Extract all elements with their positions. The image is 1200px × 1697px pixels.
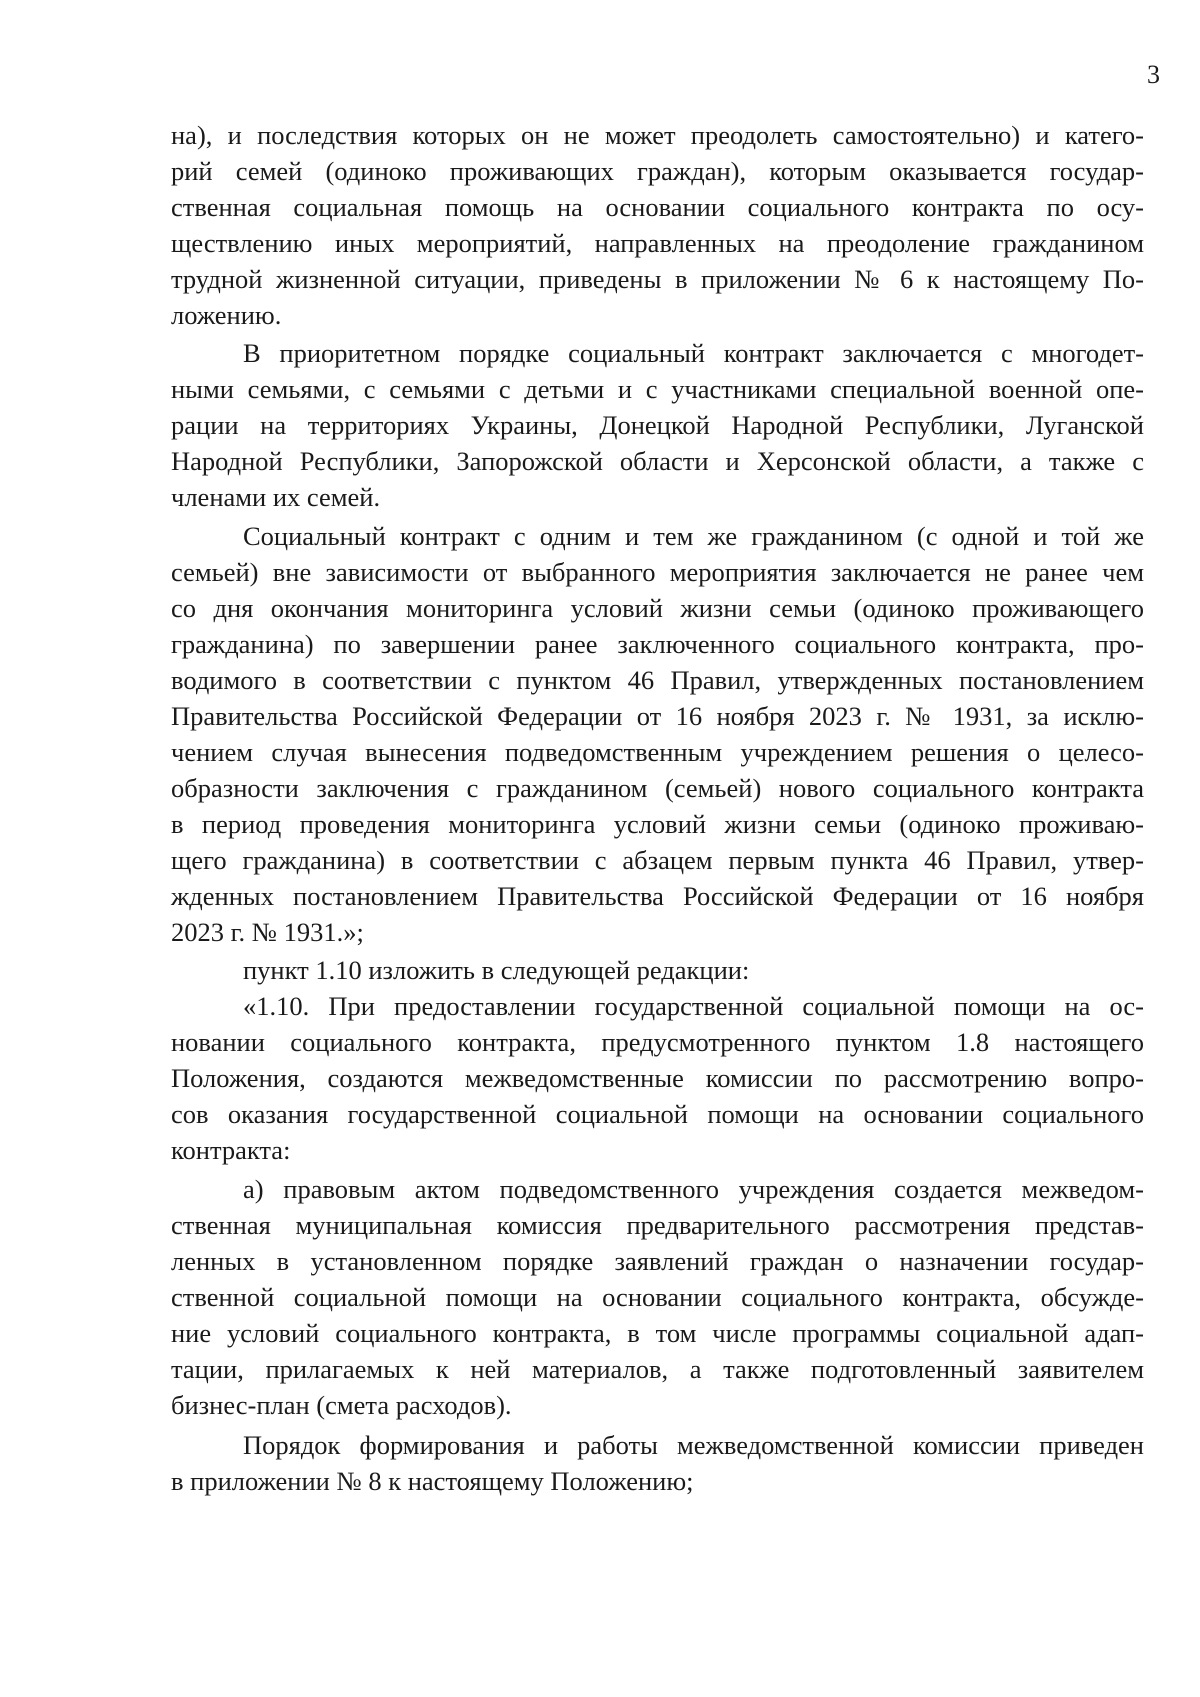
- text-line: Порядок формирования и работы межведомственной комиссии приведен: [243, 1430, 1144, 1460]
- paragraph-priority-order: [171, 335, 1144, 515]
- text-line: со дня окончания мониторинга условий жизни семьи (одиноко проживающего: [171, 593, 1144, 623]
- text-line: новании социального контракта, предусмотренного пунктом 1.8 настоящего: [171, 1027, 1144, 1057]
- paragraph-commission-order: [171, 1427, 1144, 1499]
- paragraph-continuation-categories: [171, 117, 1144, 333]
- text-line: Социальный контракт с одним и тем же гражданином (с одной и той же: [243, 521, 1144, 551]
- text-line: ственная социальная помощь на основании социального контракта по осу-: [171, 192, 1144, 222]
- paragraph-amend-1-10: [171, 952, 1144, 988]
- text-line: ществлению иных мероприятий, направленных на преодоление гражданином: [171, 228, 1144, 258]
- text-line: водимого в соответствии с пунктом 46 Правил, утвержденных постановлением: [171, 665, 1144, 695]
- text-line: ние условий социального контракта, в том числе программы социальной адап-: [171, 1318, 1144, 1348]
- text-line: ными семьями, с семьями с детьми и с участниками специальной военной опе-: [171, 374, 1144, 404]
- paragraph-repeat-contract: [171, 518, 1144, 950]
- text-line: чением случая вынесения подведомственным учреждением решения о целесо-: [171, 737, 1144, 767]
- text-line: рации на территориях Украины, Донецкой Народной Республики, Луганской: [171, 410, 1144, 440]
- text-line: членами их семей.: [171, 482, 381, 512]
- paragraph-sub-a: [171, 1171, 1144, 1423]
- text-line: контракта:: [171, 1135, 291, 1165]
- text-line: рий семей (одиноко проживающих граждан), которым оказывается государ-: [171, 156, 1144, 186]
- text-line: бизнес-план (смета расходов).: [171, 1390, 512, 1420]
- text-line: Положения, создаются межведомственные комиссии по рассмотрению вопро-: [171, 1063, 1144, 1093]
- page-number: 3: [1147, 60, 1160, 89]
- text-line: в приложении № 8 к настоящему Положению;: [171, 1466, 694, 1496]
- text-line: ложению.: [171, 300, 282, 330]
- text-line: сов оказания государственной социальной помощи на основании социального: [171, 1099, 1144, 1129]
- text-line: в период проведения мониторинга условий жизни семьи (одиноко проживаю-: [171, 809, 1144, 839]
- text-line: на), и последствия которых он не может преодолеть самостоятельно) и катего-: [171, 120, 1144, 150]
- text-line: образности заключения с гражданином (семьей) нового социального контракта: [171, 773, 1144, 803]
- text-line: ственная муниципальная комиссия предварительного рассмотрения представ-: [171, 1210, 1144, 1240]
- text-line: а) правовым актом подведомственного учреждения создается межведом-: [243, 1174, 1144, 1204]
- text-line: жденных постановлением Правительства Российской Федерации от 16 ноября: [171, 881, 1144, 911]
- text-line: тации, прилагаемых к ней материалов, а также подготовленный заявителем: [171, 1354, 1144, 1384]
- text-line: ленных в установленном порядке заявлений граждан о назначении государ-: [171, 1246, 1144, 1276]
- text-line: трудной жизненной ситуации, приведены в приложении № 6 к настоящему По-: [171, 264, 1144, 294]
- text-line: щего гражданина) в соответствии с абзацем первым пункта 46 Правил, утвер-: [171, 845, 1144, 875]
- text-line: В приоритетном порядке социальный контракт заключается с многодет-: [243, 338, 1144, 368]
- text-line: «1.10. При предоставлении государственной социальной помощи на ос-: [243, 991, 1144, 1021]
- text-line: ственной социальной помощи на основании социального контракта, обсужде-: [171, 1282, 1144, 1312]
- text-line: Правительства Российской Федерации от 16 ноября 2023 г. № 1931, за исклю-: [171, 701, 1144, 731]
- text-line: Народной Республики, Запорожской области и Херсонской области, а также с: [171, 446, 1144, 476]
- paragraph-item-1-10: [171, 988, 1144, 1168]
- text-line: гражданина) по завершении ранее заключенного социального контракта, про-: [171, 629, 1144, 659]
- text-line: пункт 1.10 изложить в следующей редакции:: [243, 955, 750, 985]
- text-line: семьей) вне зависимости от выбранного мероприятия заключается не ранее чем: [171, 557, 1144, 587]
- text-line: 2023 г. № 1931.»;: [171, 917, 364, 947]
